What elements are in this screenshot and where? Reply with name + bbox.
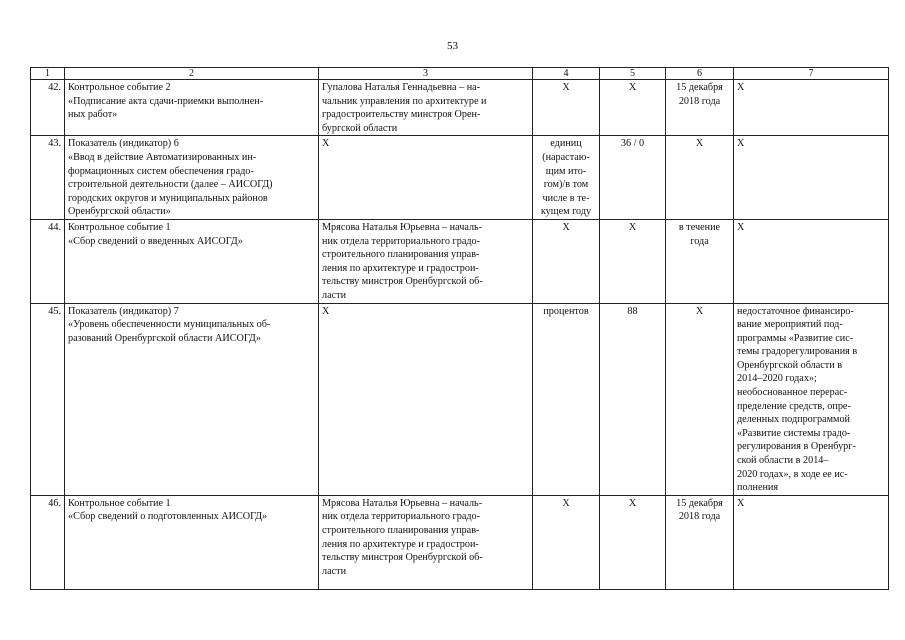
row-number-cell: 46. [31, 495, 65, 589]
term-cell: 15 декабря 2018 года [666, 80, 734, 136]
term-cell: X [666, 303, 734, 495]
responsible-cell: X [319, 303, 533, 495]
term-cell: 15 декабря 2018 года [666, 495, 734, 589]
table-header-row [31, 68, 889, 80]
value-cell: X [600, 495, 666, 589]
value-cell: 88 [600, 303, 666, 495]
value-cell: 36 / 0 [600, 136, 666, 220]
term-cell: в течение года [666, 219, 734, 303]
table-row [31, 80, 889, 136]
note-cell: X [734, 80, 889, 136]
note-cell: X [734, 219, 889, 303]
unit-cell: X [533, 495, 600, 589]
unit-cell: X [533, 80, 600, 136]
unit-cell: процентов [533, 303, 600, 495]
row-number-cell: 42. [31, 80, 65, 136]
table-row [31, 303, 889, 495]
header-cell: 3 [319, 68, 533, 80]
table-row [31, 136, 889, 220]
unit-cell: X [533, 219, 600, 303]
event-cell: Показатель (индикатор) 6 «Ввод в действие Автоматизированных ин- формационных систем обеспечения градо- строительной деятельности (далее – АИСОГД) городских округов и муниципальных районов Оренбургской области» [65, 136, 319, 220]
responsible-cell: Гупалова Наталья Геннадьевна – на- чальник управления по архитектуре и градостроительству минстроя Орен- бургской области [319, 80, 533, 136]
value-cell: X [600, 80, 666, 136]
responsible-cell: Мрясова Наталья Юрьевна – началь- ник отдела территориального градо- строительного планирования управ- ления по архитектуре и градострои- тельству минстроя Оренбургской об- ласти [319, 495, 533, 589]
note-cell: X [734, 136, 889, 220]
row-number-cell: 44. [31, 219, 65, 303]
event-cell: Контрольное событие 1 «Сбор сведений о введенных АИСОГД» [65, 219, 319, 303]
responsible-cell: Мрясова Наталья Юрьевна – началь- ник отдела территориального градо- строительного планирования управ- ления по архитектуре и градострои- тельству минстроя Оренбургской об- ласти [319, 219, 533, 303]
value-cell: X [600, 219, 666, 303]
responsible-cell: X [319, 136, 533, 220]
header-cell: 4 [533, 68, 600, 80]
page-number: 53 [447, 40, 458, 52]
header-cell: 6 [666, 68, 734, 80]
event-cell: Контрольное событие 1 «Сбор сведений о подготовленных АИСОГД» [65, 495, 319, 589]
table-row [31, 495, 889, 589]
document-table [30, 67, 889, 590]
row-number-cell: 43. [31, 136, 65, 220]
header-cell: 1 [31, 68, 65, 80]
header-cell: 2 [65, 68, 319, 80]
unit-cell: единиц (нарастаю- щим ито- гом)/в том числе в те- кущем году [533, 136, 600, 220]
note-cell: X [734, 495, 889, 589]
table-row [31, 219, 889, 303]
row-number-cell: 45. [31, 303, 65, 495]
header-cell: 7 [734, 68, 889, 80]
header-cell: 5 [600, 68, 666, 80]
event-cell: Контрольное событие 2 «Подписание акта сдачи-приемки выполнен- ных работ» [65, 80, 319, 136]
term-cell: X [666, 136, 734, 220]
note-cell: недостаточное финансиро- вание мероприятий под- программы «Развитие сис- темы градорегулирования в Оренбургской области в 2014–2020 годах»; необоснованное перерас- пределение средств, опре- деленных подпрограммой «Развитие системы градо- регулирования в Оренбург- ской области в 2014– 2020 годах», в ходе ее ис- полнения [734, 303, 889, 495]
event-cell: Показатель (индикатор) 7 «Уровень обеспеченности муниципальных об- разований Оренбургской области АИСОГД» [65, 303, 319, 495]
